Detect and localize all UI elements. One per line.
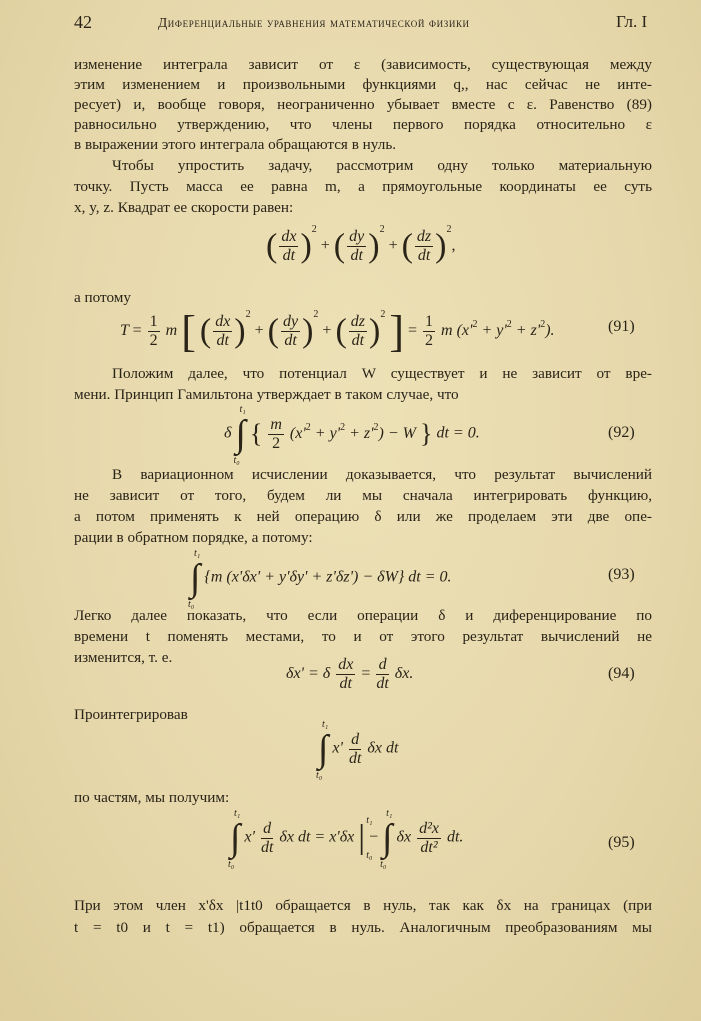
integral-sign: ∫ t₁ t₀ [228,808,241,870]
denominator: dt [216,332,229,349]
equation-number: (91) [608,318,635,335]
equation-94: δx' = δ $\frac{dx}{dt}$ = $\frac{d}{dt}$ δx. [286,656,414,692]
text-line: не зависит от того, будем ли мы сначала интегрировать функцию, [74,487,652,504]
exponent: 2 [380,309,386,321]
text-line: равносильно утверждению, что члены первого порядка относительно ε [74,116,652,133]
equation-95: ∫ t₁ t₀ x' $\frac{d}{dt}$ δx dt = x'δx | t₁ t₀ − ∫ t₁ t₀ δx $\frac{\text{d²x}}{\text{dt²}}$ dt. [228,808,464,870]
numerator: dx [215,313,231,330]
denominator: dt² [420,838,438,856]
denominator: dt [417,246,431,264]
evaluation-bar: | t₁ t₀ [358,815,373,861]
text-line: В вариационном исчислении доказывается, что результат вычислений [112,466,652,483]
denominator: 2 [272,434,281,452]
upper-limit: t₁ [366,815,373,826]
denominator: dt [339,675,352,692]
numerator: d²x [419,819,439,837]
upper-limit: t₁ [234,808,241,819]
text-line: Проинтегрировав [74,706,188,723]
equation-velocity-squared: ( $\frac{dx}{dt}$ )$^2$ + ( $\frac{dy}{dt}$ )$^2$ + ( $\frac{dz}{dt}$ )$^2$, [266,224,456,265]
lower-limit: t₀ [316,770,323,781]
exponent: 2 [379,224,385,235]
mass-symbol: m [165,322,178,340]
upper-limit: t₁ [322,719,329,730]
denominator: dt [350,246,363,264]
exponent: 2 [245,309,251,321]
denominator: dt [348,749,362,767]
text-line: Чтобы упростить задачу, рассмотрим одну только материальную [112,157,652,174]
text-line: времени t поменять местами, то и от этого результат вычислений не [74,628,652,645]
numerator: d [349,731,361,750]
chapter-label: Гл. I [616,12,648,31]
exponent: 2 [311,224,317,235]
exponent: 2 [313,309,319,321]
page-number: 42 [74,12,92,32]
denominator: dt [282,246,296,264]
equation-92: δ ∫ t₁ t₀ { $\frac{m}{2}$ $(x'^2 + y'^2 + z'^2) - W$ } dt = 0. [224,404,480,466]
text-line: изменится, т. е. [74,649,173,666]
numerator: 1 [149,313,158,330]
integral-sign: ∫ t₁ t₀ [233,404,246,466]
text-line: а потом применять к ней операцию δ или же проделаем эти две опе- [74,508,652,525]
integral-sign: ∫ t₁ t₀ [188,548,201,610]
lower-limit: t₀ [366,850,373,861]
text-line: мени. Принцип Гамильтона утверждает в таком случае, что [74,386,459,403]
text-line: x, y, z. Квадрат ее скорости равен: [74,199,294,216]
denominator: dt [351,332,365,349]
text-line: ресует) и, вообще говоря, неограниченно убывает вместе с ε. Равенство (89) [74,96,652,113]
text-line: а потому [74,289,132,306]
text-line: При этом член x'δx |t1t0 обращается в нуль, так как δx на границах (при [74,897,652,914]
numerator: dz [416,227,432,245]
upper-limit: t₁ [194,548,201,559]
numerator: d [376,656,388,675]
denominator: dt [376,675,389,692]
denominator: 2 [425,332,434,349]
equation-number: (95) [608,834,635,851]
text-line: t = t0 и t = t1) обращается в нуль. Аналогичным преобразованиям мы [74,919,652,936]
text-line: изменение интеграла зависит от ε (зависимость, существующая между [74,56,652,73]
integral-sign: ∫ t₁ t₀ [316,719,329,781]
numerator: m [270,415,282,433]
text-line: Легко далее показать, что если операции δ и диференцирование по [74,607,652,624]
numerator: dz [350,313,366,330]
equation-93: ∫ t₁ t₀ {m (x'δx' + y'δy' + z'δz') − δW} dt = 0. [188,548,452,610]
lower-limit: t₀ [188,599,195,610]
upper-limit: t₁ [386,808,393,819]
equation-number: (92) [608,424,635,441]
lower-limit: t₀ [380,859,387,870]
running-title: Диференциальные уравнения математической физики [158,15,470,30]
numerator: dy [282,313,299,330]
upper-limit: t₁ [239,404,246,415]
lower-limit: t₀ [233,455,240,466]
equation-91: T = $\frac{1}{2}$ m [ ( $\frac{dx}{dt}$ )$^2$ + ( $\frac{dy}{dt}$ )$^2$ + ( $\frac{dz}{dt}$ )$^2$ ] = $\frac{1}{2}$ m $(x'^2 + y'^2 + z'^2)$. [120,307,555,356]
equation-number: (93) [608,566,635,583]
numerator: dx [281,227,297,245]
numerator: dx [338,656,354,673]
denominator: dt [260,838,274,856]
text-line: этим изменением и произвольными функциями q,, нас сейчас не инте- [74,76,652,93]
text-line: по частям, мы получим: [74,789,230,806]
equation-integral-unnumbered: ∫ t₁ t₀ x' $\frac{d}{dt}$ δx dt [316,719,399,781]
lower-limit: t₀ [228,859,235,870]
text-line: в выражении этого интеграла обращаются в нуль. [74,136,397,153]
integral-sign: ∫ t₁ t₀ [380,808,393,870]
numerator: d [261,820,273,839]
equation-number: (94) [608,665,635,682]
denominator: dt [284,332,297,349]
denominator: 2 [149,332,158,349]
exponent: 2 [446,224,452,235]
numerator: 1 [425,313,434,330]
text-line: рации в обратном порядке, а потому: [74,529,313,546]
text-line: точку. Пусть масса ее равна m, а прямоугольные координаты ее суть [74,178,652,195]
numerator: dy [349,227,365,245]
text-line: Положим далее, что потенциал W существует и не зависит от вре- [112,365,652,382]
